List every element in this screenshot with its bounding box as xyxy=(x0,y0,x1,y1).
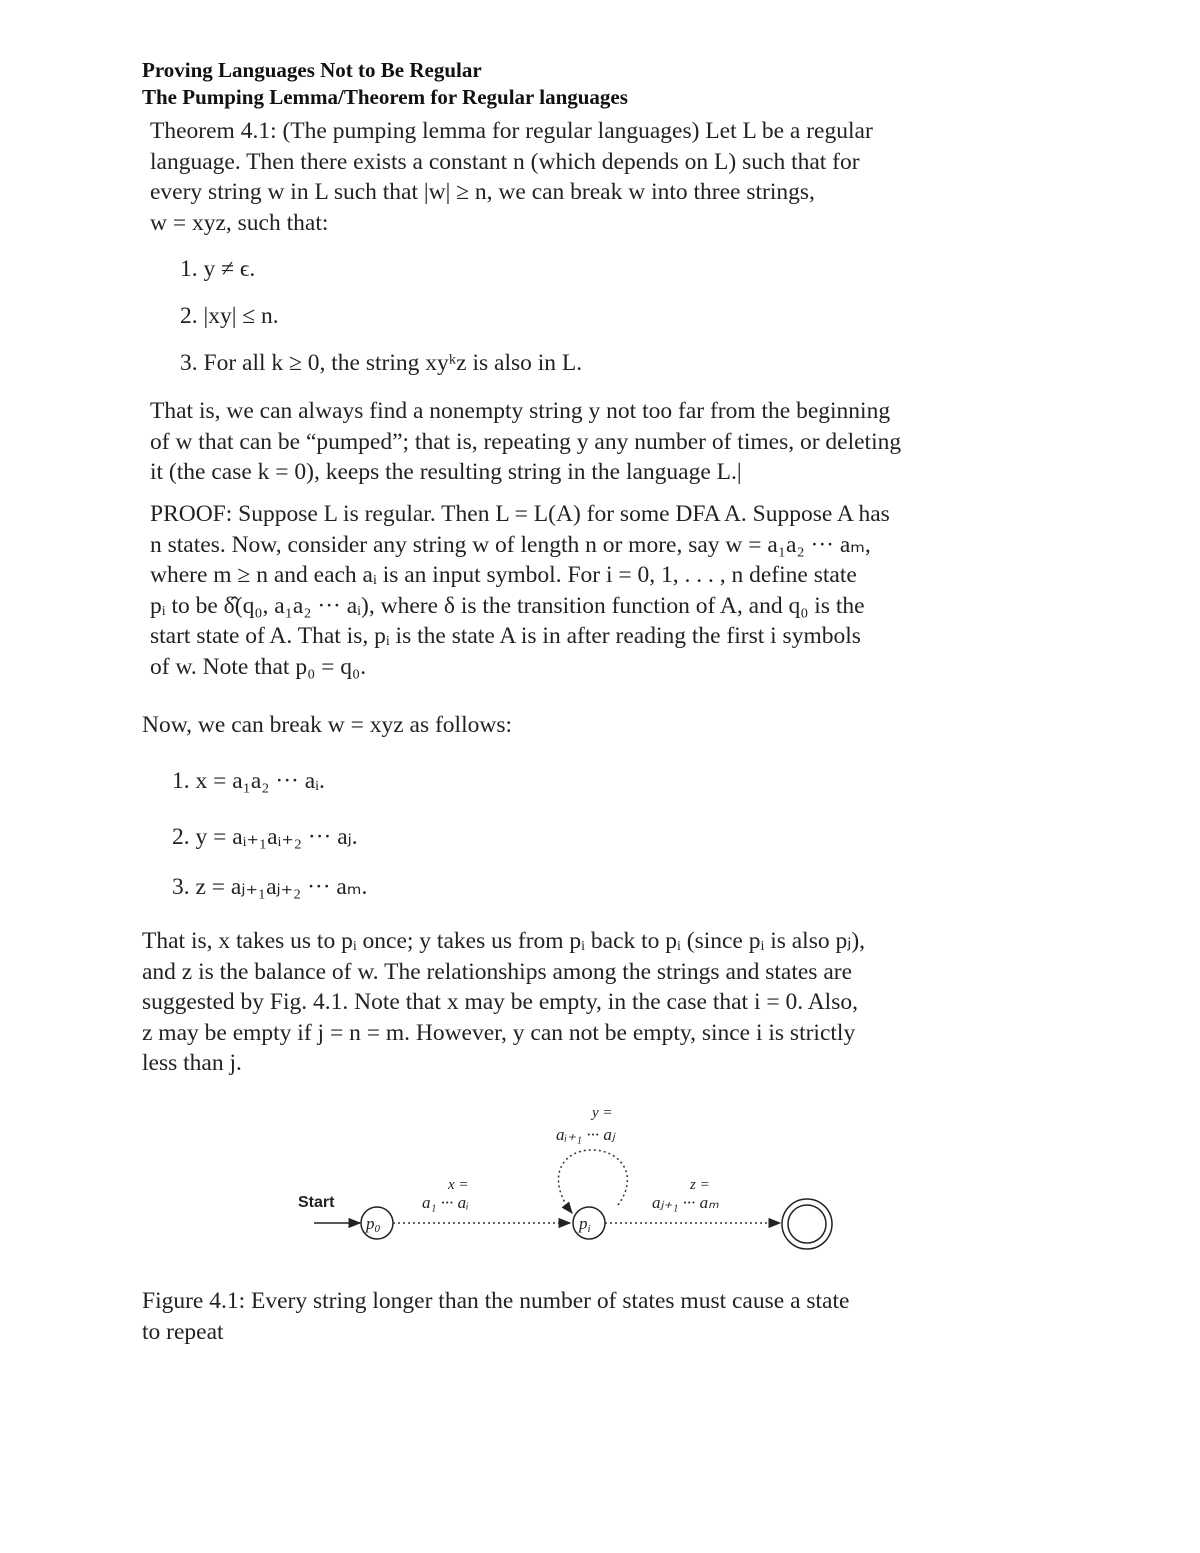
text-line: That is, we can always find a nonempty string y not too far from the beginning xyxy=(150,398,891,424)
svg-text:pi xyxy=(578,1214,591,1235)
text-line: start state of A. That is, pᵢ is the state A is in after reading the first i symbols xyxy=(150,623,861,649)
conclusion-paragraph xyxy=(142,926,865,1079)
text-line: and z is the balance of w. The relationships among the strings and states are xyxy=(142,958,853,985)
x-sequence-label: a₁ ··· aᵢ xyxy=(422,1193,469,1212)
explanation-paragraph xyxy=(150,396,901,488)
y-loop xyxy=(558,1150,627,1213)
text-line: That is, x takes us to pᵢ once; y takes us from pᵢ back to pᵢ (since pᵢ is also pⱼ), xyxy=(142,928,866,954)
text-line: language. Then there exists a constant n (which depends on L) such that for xyxy=(150,148,860,175)
doc-subtitle: The Pumping Lemma/Theorem for Regular languages xyxy=(142,85,628,109)
text-line: Theorem 4.1: (The pumping lemma for regular languages) Let L be a regular xyxy=(150,118,873,144)
doc-title: Proving Languages Not to Be Regular xyxy=(142,58,482,82)
state-p0-letter: p xyxy=(366,1214,375,1233)
z-equals-label: z = xyxy=(690,1177,710,1193)
text-line: of w. Note that p₀ = q₀. xyxy=(150,653,367,680)
caption-line: Figure 4.1: Every string longer than the number of states must cause a state xyxy=(142,1288,850,1314)
y-sequence-label: aᵢ₊₁ ··· aⱼ xyxy=(556,1125,615,1144)
text-line: where m ≥ n and each aᵢ is an input symbol. For i = 0, 1, . . . , n define state xyxy=(150,562,857,588)
x-equals-label: x = xyxy=(448,1177,469,1193)
state-pi xyxy=(573,1207,605,1239)
text-line: PROOF: Suppose L is regular. Then L = L(A) for some DFA A. Suppose A has xyxy=(150,501,890,527)
state-p0-sub: 0 xyxy=(374,1223,380,1235)
breakdown-item: 2. y = aᵢ₊₁aᵢ₊₂ ··· aⱼ. xyxy=(172,824,358,850)
accepting-state xyxy=(782,1199,832,1249)
text-line: n states. Now, consider any string w of length n or more, say w = a₁a₂ ··· aₘ, xyxy=(150,531,871,558)
state-pi-letter: p xyxy=(579,1214,588,1233)
text-line: less than j. xyxy=(142,1050,242,1076)
automaton-diagram xyxy=(280,1095,860,1270)
y-equals-label: y = xyxy=(592,1105,613,1121)
breakdown-item: 3. z = aⱼ₊₁aⱼ₊₂ ··· aₘ. xyxy=(172,874,368,900)
condition-item: 1. y ≠ ϵ. xyxy=(180,256,256,282)
z-sequence-label: aⱼ₊₁ ··· aₘ xyxy=(652,1193,719,1212)
text-line: z may be empty if j = n = m. However, y can not be empty, since i is strictly xyxy=(142,1019,856,1046)
text-line: every string w in L such that |w| ≥ n, we can break w into three strings, xyxy=(150,179,815,205)
caption-line: to repeat xyxy=(142,1318,224,1345)
figure-caption xyxy=(142,1286,849,1347)
proof-paragraph xyxy=(150,499,890,682)
condition-item: 3. For all k ≥ 0, the string xyᵏz is also in L. xyxy=(180,350,583,376)
svg-text:p0 xyxy=(365,1214,381,1235)
state-p0 xyxy=(361,1207,393,1239)
theorem-statement xyxy=(150,116,873,238)
breakdown-intro: Now, we can break w = xyz as follows: xyxy=(142,712,512,738)
start-label: Start xyxy=(298,1194,335,1211)
text-line: pᵢ to be δ̂(q₀, a₁a₂ ··· aᵢ), where δ is the transition function of A, and q₀ is the xyxy=(150,592,865,619)
breakdown-item: 1. x = a₁a₂ ··· aᵢ. xyxy=(172,768,325,794)
text-line: of w that can be “pumped”; that is, repeating y any number of times, or deleting xyxy=(150,428,902,455)
text-line: suggested by Fig. 4.1. Note that x may be empty, in the case that i = 0. Also, xyxy=(142,989,858,1015)
condition-item: 2. |xy| ≤ n. xyxy=(180,303,279,329)
state-pi-sub: i xyxy=(587,1223,591,1235)
text-line: it (the case k = 0), keeps the resulting string in the language L.| xyxy=(150,459,742,485)
text-line: w = xyz, such that: xyxy=(150,209,329,236)
